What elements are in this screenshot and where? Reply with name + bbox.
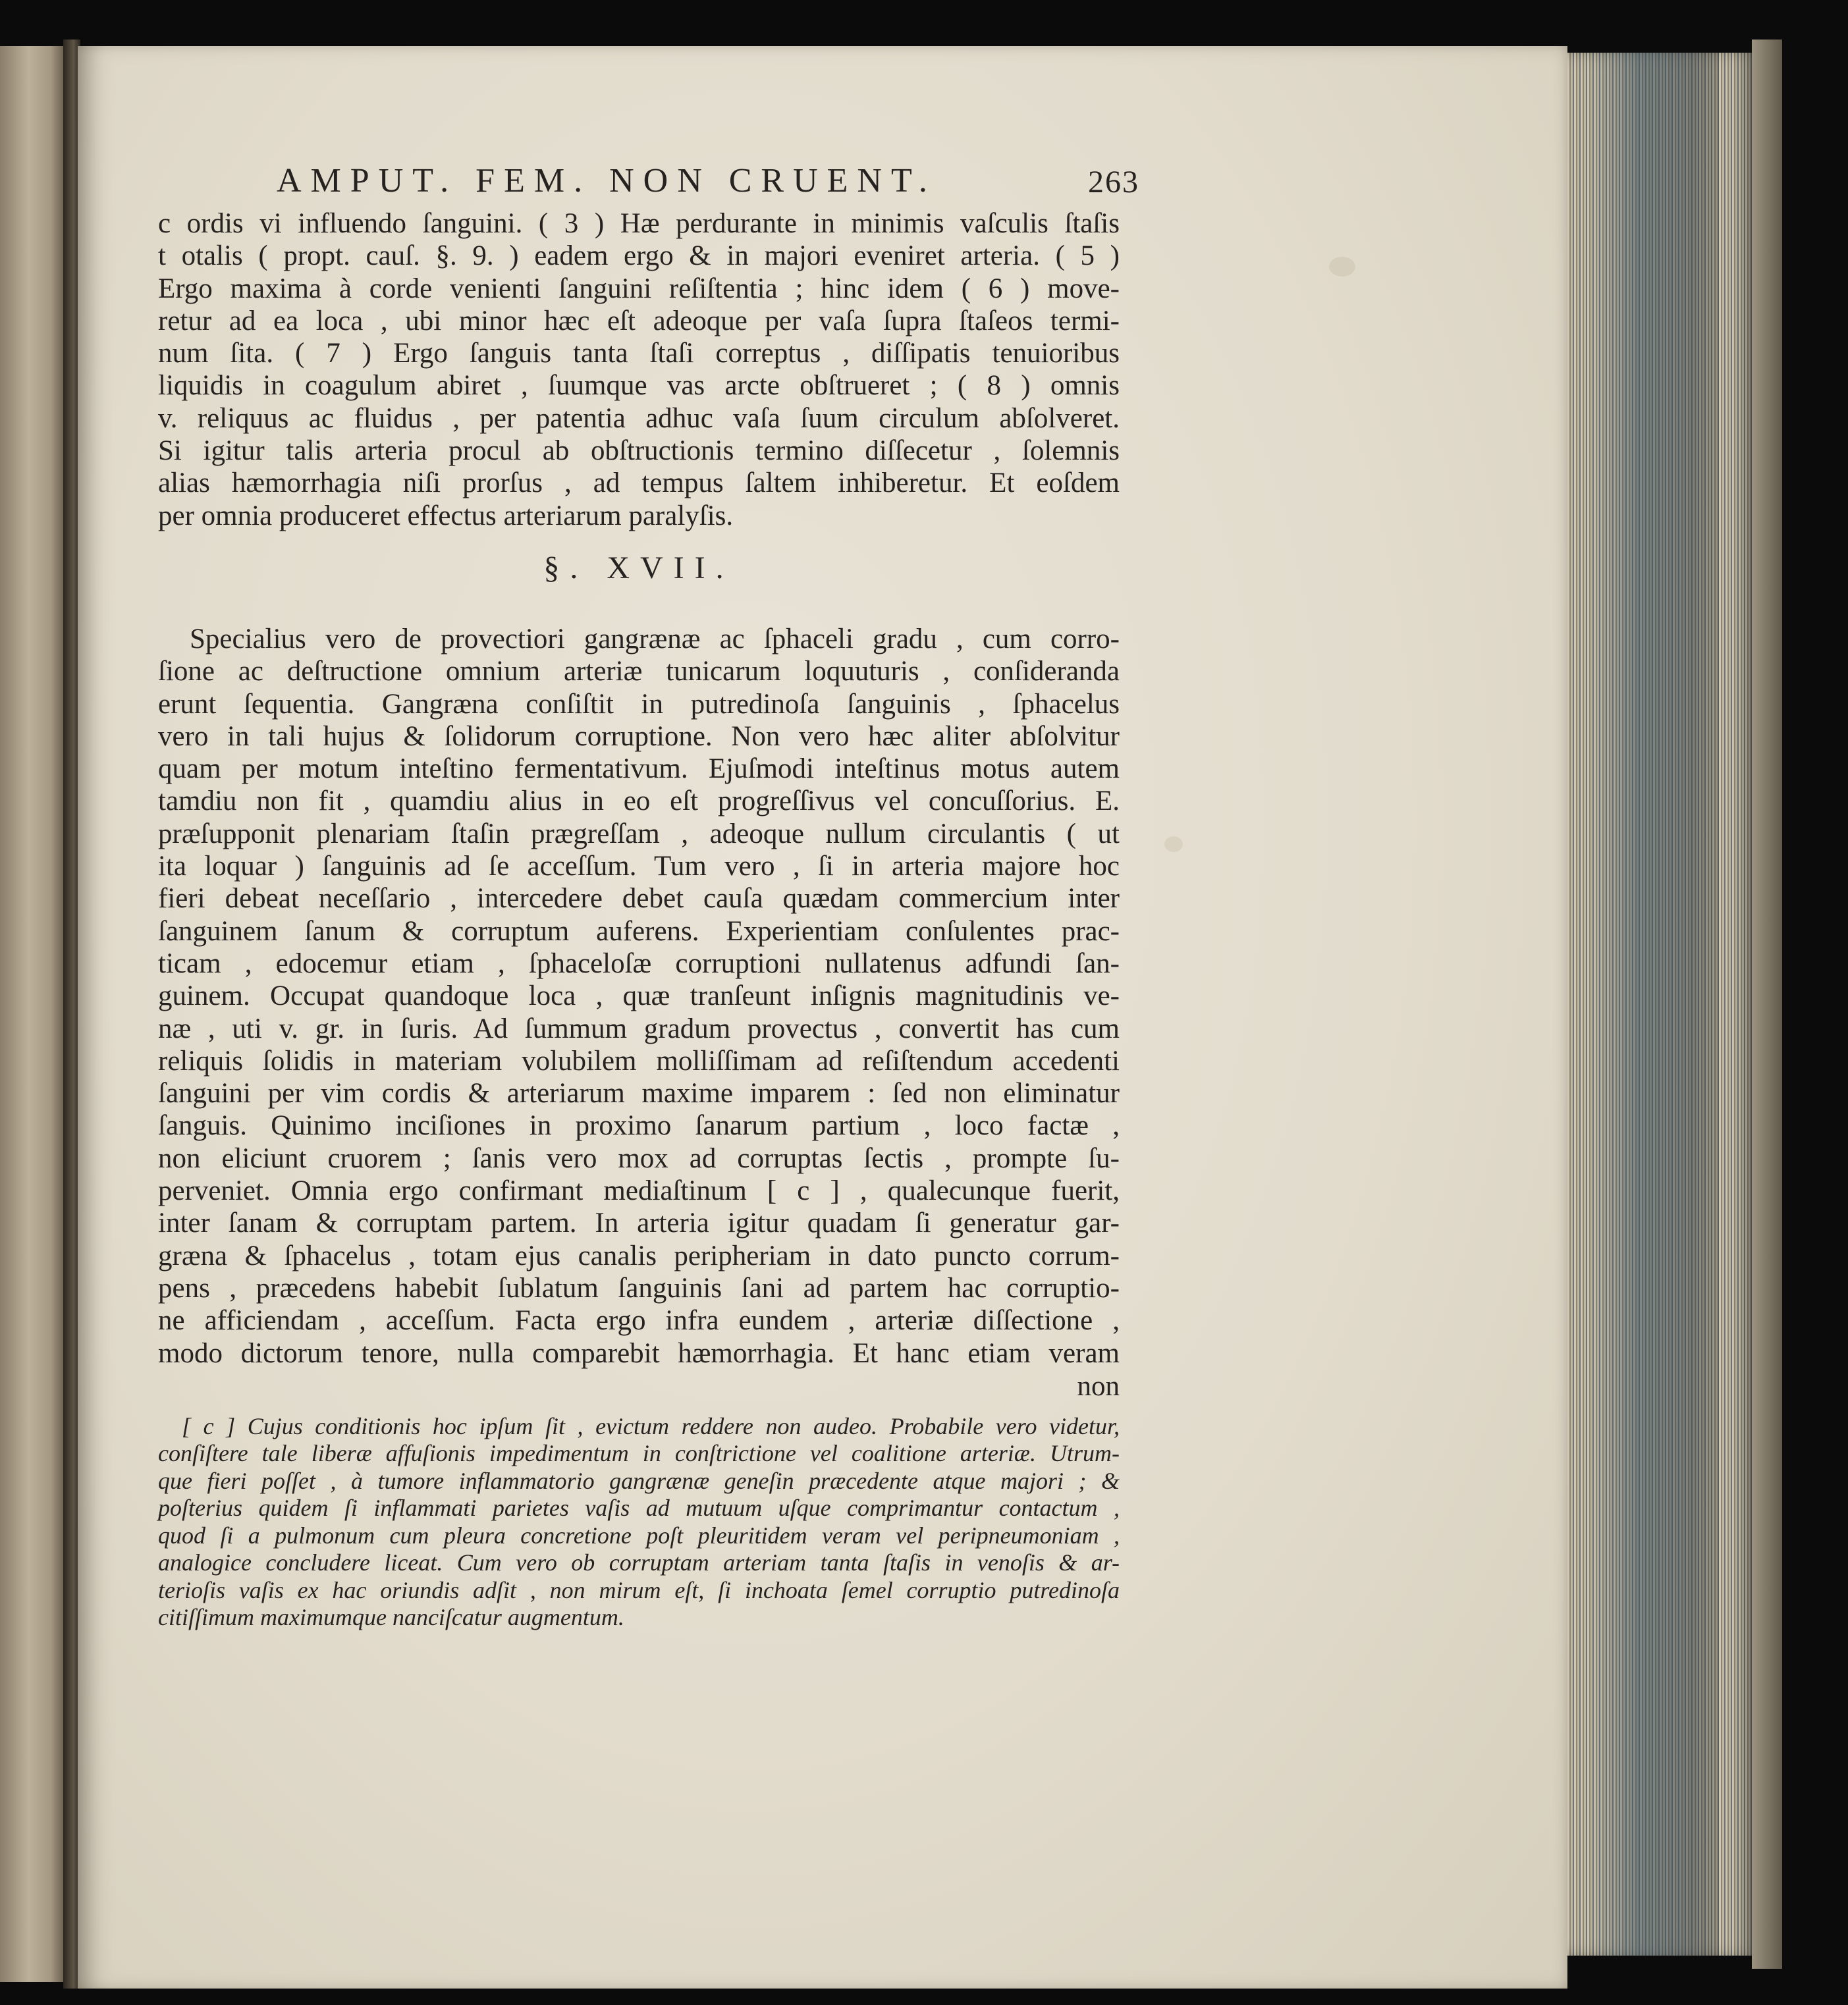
text-line: ſanguis. Quinimo inciſiones in proximo ſanarum partium , loco factæ , bbox=[158, 1110, 1120, 1142]
text-line: c ordis vi influendo ſanguini. ( 3 ) Hæ perdurante in minimis vaſculis ſtaſis bbox=[158, 208, 1120, 239]
text-line: num ſita. ( 7 ) Ergo ſanguis tanta ſtaſi correptus , diſſipatis tenuioribus bbox=[158, 338, 1120, 369]
text-line: græna & ſphacelus , totam ejus canalis peripheriam in dato puncto corrum- bbox=[158, 1240, 1120, 1271]
text-line: reliquis ſolidis in materiam volubilem molliſſimam ad reſiſtendum accedenti bbox=[158, 1045, 1120, 1077]
paper-stain bbox=[1329, 257, 1355, 277]
text-line: tamdiu non fit , quamdiu alius in eo eſt progreſſivus vel concuſſorius. E. bbox=[158, 786, 1120, 817]
footnote-line: poſterius quidem ſi inflammati parietes vaſis ad mutuum uſque comprimantur contactum , bbox=[158, 1495, 1120, 1522]
text-line: præſupponit plenariam ſtaſin prægreſſam , adeoque nullum circulantis ( ut bbox=[158, 818, 1120, 849]
page-number: 263 bbox=[1088, 165, 1139, 200]
text-line: perveniet. Omnia ergo confirmant mediaſtinum [ c ] , qualecunque fuerit, bbox=[158, 1175, 1120, 1207]
left-page-edge bbox=[0, 46, 65, 1982]
text-line: ſione ac deſtructione omnium arteriæ tunicarum loquuturis , conſideranda bbox=[158, 656, 1120, 687]
catchword: non bbox=[1077, 1370, 1120, 1402]
footnote-line: terioſis vaſis ex hac oriundis adſit , non mirum eſt, ſi inchoata ſemel corruptio putredinoſa bbox=[158, 1576, 1120, 1603]
text-line: modo dictorum tenore, nulla comparebit hæmorrhagia. Et hanc etiam veram bbox=[158, 1337, 1120, 1369]
footnote-line: citiſſimum maximumque nanciſcatur augmentum. bbox=[158, 1604, 624, 1631]
running-head bbox=[158, 155, 1139, 207]
paper-stain bbox=[1164, 836, 1183, 852]
footnote-line: analogice concludere liceat. Cum vero ob corruptam arteriam tanta ſtaſis in venoſis & ar- bbox=[158, 1549, 1120, 1576]
footnote-line: quod ſi a pulmonum cum pleura concretione poſt pleuritidem veram vel peripneumoniam , bbox=[158, 1522, 1120, 1549]
page-text bbox=[158, 155, 1139, 1632]
text-line: ſanguini per vim cordis & arteriarum maxime imparem : ſed non eliminatur bbox=[158, 1078, 1120, 1109]
text-line: pens , præcedens habebit ſublatum ſanguinis ſani ad partem hac corruptio- bbox=[158, 1272, 1120, 1304]
text-line: erunt ſequentia. Gangræna conſiſtit in putredinoſa ſanguinis , ſphacelus bbox=[158, 688, 1120, 720]
text-line: t otalis ( propt. cauſ. §. 9. ) eadem ergo & in majori eveniret arteria. ( 5 ) bbox=[158, 240, 1120, 272]
footnote bbox=[158, 1413, 1120, 1632]
text-line: næ , uti v. gr. in ſuris. Ad ſummum gradum provectus , convertit has cum bbox=[158, 1013, 1120, 1044]
text-line: inter ſanam & corruptam partem. In arteria igitur quadam ſi generatur gar- bbox=[158, 1208, 1120, 1239]
text-line: guinem. Occupat quandoque loca , quæ tranſeunt inſignis magnitudinis ve- bbox=[158, 980, 1120, 1012]
text-line: liquidis in coagulum abiret , ſuumque vas arcte obſtrueret ; ( 8 ) omnis bbox=[158, 370, 1120, 402]
text-line: Specialius vero de provectiori gangrænæ ac ſphaceli gradu , cum corro- bbox=[190, 623, 1120, 655]
footnote-line: conſiſtere tale liberæ affuſionis impedimentum in conſtrictione vel coalitione arteriæ. Utrum- bbox=[158, 1440, 1120, 1467]
book-cover-edge bbox=[1752, 40, 1785, 1969]
paragraph-continued bbox=[158, 207, 1120, 532]
text-line: ſanguinem ſanum & corruptum auferens. Experientiam conſulentes prac- bbox=[158, 915, 1120, 947]
text-line: retur ad ea loca , ubi minor hæc eſt adeoque per vaſa ſupra ſtaſeos termi- bbox=[158, 305, 1120, 336]
text-line: ita loquar ) ſanguinis ad ſe acceſſum. Tum vero , ſi in arteria majore hoc bbox=[158, 851, 1120, 882]
running-head-title: AMPUT. FEM. NON CRUENT. bbox=[277, 162, 937, 200]
text-line: fieri debeat neceſſario , intercedere debet cauſa quædam commercium inter bbox=[158, 883, 1120, 915]
background bbox=[1782, 0, 1848, 2005]
text-line: per omnia produceret effectus arteriarum paralyſis. bbox=[158, 500, 734, 531]
section-heading: §. XVII. bbox=[543, 550, 734, 585]
text-line: non eliciunt cruorem ; ſanis vero mox ad corruptas ſectis , prompte ſu- bbox=[158, 1142, 1120, 1174]
text-line: Si igitur talis arteria procul ab obſtructionis termino diſſecetur , ſolemnis bbox=[158, 435, 1120, 467]
footnote-line: que fieri poſſet , à tumore inflammatorio gangrænæ geneſin præcedente atque majori ; & bbox=[158, 1467, 1120, 1494]
footnote-line: [ c ] Cujus conditionis hoc ipſum ſit , evictum reddere non audeo. Probabile vero videtur, bbox=[182, 1412, 1120, 1439]
paragraph-main bbox=[158, 623, 1120, 1370]
text-line: ticam , edocemur etiam , ſphaceloſæ corruptioni nullatenus adfundi ſan- bbox=[158, 948, 1120, 979]
text-line: vero in tali hujus & ſolidorum corruptione. Non vero hæc aliter abſolvitur bbox=[158, 720, 1120, 752]
text-line: alias hæmorrhagia niſi prorſus , ad tempus ſaltem inhiberetur. Et eoſdem bbox=[158, 468, 1120, 499]
text-line: ne afficiendam , acceſſum. Facta ergo infra eundem , arteriæ diſſectione , bbox=[158, 1305, 1120, 1337]
page-edges bbox=[1535, 53, 1758, 1956]
text-line: v. reliquus ac fluidus , per patentia adhuc vaſa ſuum circulum abſolveret. bbox=[158, 402, 1120, 434]
text-line: Ergo maxima à corde venienti ſanguini reſiſtentia ; hinc idem ( 6 ) move- bbox=[158, 273, 1120, 304]
text-line: quam per motum inteſtino fermentativum. Ejuſmodi inteſtinus motus autem bbox=[158, 753, 1120, 785]
